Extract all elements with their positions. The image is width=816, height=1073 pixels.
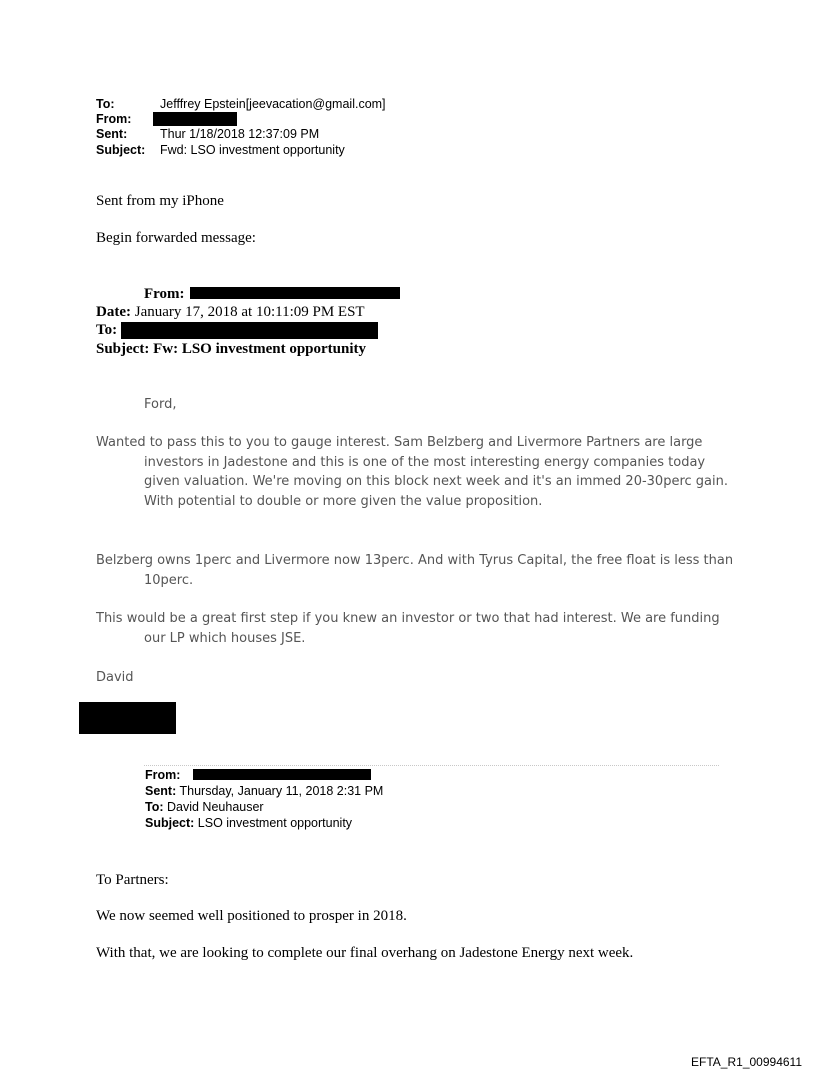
sent-from-line: Sent from my iPhone <box>96 193 224 209</box>
document-id: EFTA_R1_00994611 <box>691 1055 802 1069</box>
to-value: Jefffrey Epstein[jeevacation@gmail.com] <box>160 97 386 111</box>
fwd-to-row <box>96 321 117 339</box>
letter-line: We now seemed well positioned to prosper in 2018. <box>96 908 407 924</box>
fwd-subject-label: Subject: <box>96 341 150 357</box>
greeting: Ford, <box>144 397 177 412</box>
message-paragraph: Belzberg owns 1perc and Livermore now 13perc. And with Tyrus Capital, the free float is less than 10perc. <box>96 553 734 588</box>
orig-sent-value: Thursday, January 11, 2018 2:31 PM <box>179 784 384 798</box>
orig-subject-value: LSO investment opportunity <box>197 816 353 830</box>
orig-sent-label: Sent: <box>145 784 177 798</box>
orig-subject-row <box>145 815 352 831</box>
to-label: To: <box>96 97 115 111</box>
orig-from-row <box>145 767 180 783</box>
orig-to-value: David Neuhauser <box>167 800 264 814</box>
signature: David <box>96 670 134 685</box>
divider <box>144 765 719 766</box>
begin-forwarded-line: Begin forwarded message: <box>96 230 256 246</box>
fwd-subject-row <box>96 340 366 358</box>
letter-salutation: To Partners: <box>96 872 169 888</box>
fwd-date-value: January 17, 2018 at 10:11:09 PM EST <box>134 304 365 320</box>
orig-to-row <box>145 799 264 815</box>
sent-label: Sent: <box>96 127 128 141</box>
orig-subject-label: Subject: <box>145 816 195 830</box>
fwd-date-label: Date: <box>96 304 131 320</box>
fwd-subject-value: Fw: LSO investment opportunity <box>153 341 367 357</box>
sent-value: Thur 1/18/2018 12:37:09 PM <box>160 127 320 141</box>
letter-line: With that, we are looking to complete our final overhang on Jadestone Energy next week. <box>96 945 634 961</box>
fwd-from-row <box>144 285 185 303</box>
orig-sent-row <box>145 783 383 799</box>
message-paragraph: Wanted to pass this to you to gauge interest. Sam Belzberg and Livermore Partners are large investors in Jadestone and this is one of the most interesting energy companies today given valuation. We're moving on this block next week and it's an immed 20-30perc gain. With potential to double or more given the value proposition. <box>96 435 728 509</box>
redaction-bar <box>153 112 237 126</box>
fwd-to-label: To: <box>96 322 118 338</box>
redaction-bar <box>193 769 371 780</box>
orig-to-label: To: <box>145 800 164 814</box>
message-paragraph: This would be a great first step if you knew an investor or two that had interest. We are funding our LP which houses JSE. <box>96 611 720 646</box>
from-label: From: <box>96 112 132 126</box>
subject-label: Subject: <box>96 143 146 157</box>
redaction-bar <box>190 287 400 299</box>
redaction-block <box>79 702 176 734</box>
orig-from-label: From: <box>145 768 181 782</box>
subject-value: Fwd: LSO investment opportunity <box>160 143 345 157</box>
fwd-from-label: From: <box>144 286 185 302</box>
fwd-date-row <box>96 303 365 321</box>
redaction-bar <box>121 322 378 339</box>
